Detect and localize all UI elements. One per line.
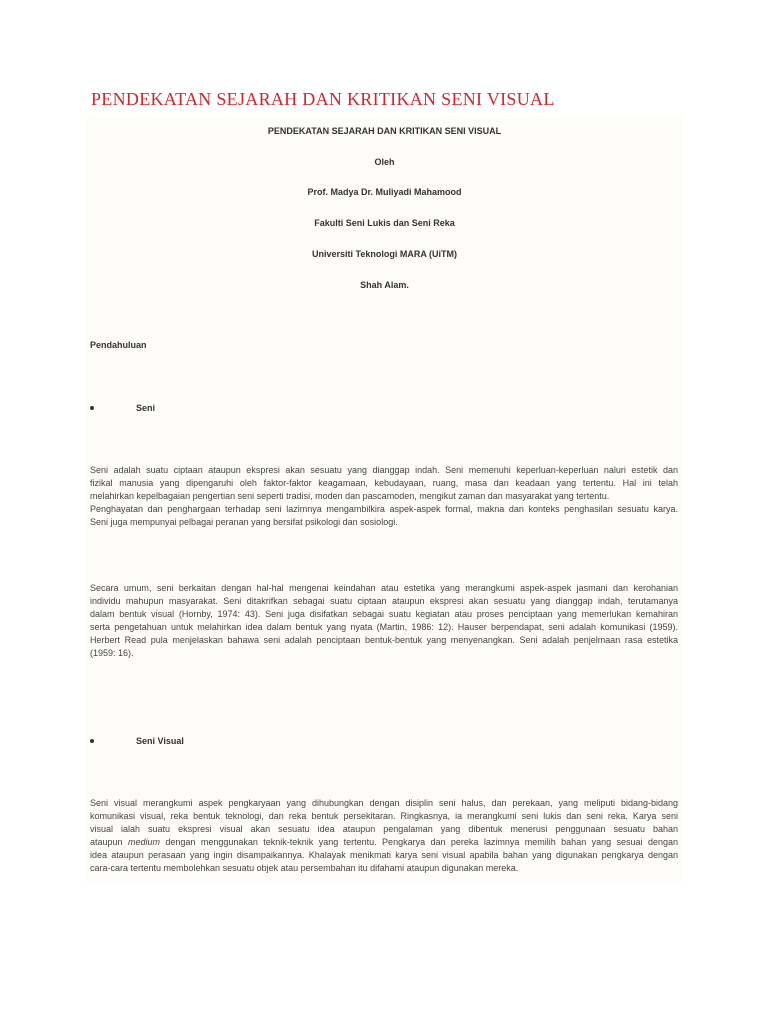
bullet-icon bbox=[90, 739, 94, 743]
paragraph-line: Herbert Read pula menjelaskan bahawa seni adalah penciptaan bentuk-bentuk yang menyenangkan. Seni adalah penjelmaan rasa estetika bbox=[90, 634, 678, 645]
author-name: Prof. Madya Dr. Muliyadi Mahamood bbox=[307, 187, 462, 197]
paragraph-line: Seni juga mempunyai pelbagai peranan yang bersifat psikologi dan sosiologi. bbox=[90, 516, 398, 527]
paragraph-line: serta pengetahuan untuk melahirkan idea dalam bentuk yang nyata (Martin, 1986: 12). Hauser berpendapat, seni adalah komunikasi (1959). bbox=[90, 621, 678, 632]
section-heading-pendahuluan: Pendahuluan bbox=[90, 340, 147, 350]
bullet-icon bbox=[90, 406, 94, 410]
text-run: ataupun bbox=[90, 836, 128, 847]
paragraph-line: (1959: 16). bbox=[90, 647, 134, 658]
paragraph-line: Seni adalah suatu ciptaan ataupun ekspresi akan sesuatu yang dianggap indah. Seni memenuhi keperluan-keperluan naluri estetik dan bbox=[90, 465, 678, 475]
faculty-name: Fakulti Seni Lukis dan Seni Reka bbox=[314, 218, 455, 228]
paragraph-seni-visual bbox=[90, 797, 678, 874]
paragraph-line: cara-cara tertentu membolehkan sesuatu objek atau persembahan itu difahami ataupun digunakan mereka. bbox=[90, 862, 519, 873]
page-title: PENDEKATAN SEJARAH DAN KRITIKAN SENI VISUAL bbox=[91, 89, 555, 109]
university-name: Universiti Teknologi MARA (UiTM) bbox=[312, 249, 457, 259]
emphasis-medium: medium bbox=[127, 836, 160, 847]
paragraph-seni-definition bbox=[90, 464, 678, 529]
paragraph-line: individu mahupun masyarakat. Seni ditakrifkan sebagai suatu ciptaan ataupun ekspresi akan sesuatu yang dianggap indah, terutamanya bbox=[90, 595, 678, 606]
paragraph-line: Secara umum, seni berkaitan dengan hal-hal mengenai keindahan atau estetika yang merangkumi aspek-aspek jasmani dan kerohanian bbox=[90, 583, 678, 593]
paragraph-line: melahirkan kepelbagaian pengertian seni seperti tradisi, moden dan pascamoden, mengikut zaman dan masyarakat yang tertentu. bbox=[90, 490, 610, 501]
city-name: Shah Alam. bbox=[360, 280, 409, 290]
paragraph-line: komunikasi visual, reka bentuk teknologi, dan reka bentuk persekitaran. Ringkasnya, ia merangkumi seni lukis dan seni reka. Karya seni bbox=[90, 810, 678, 821]
by-line: Oleh bbox=[374, 157, 395, 167]
paragraph-seni-general bbox=[90, 582, 678, 659]
section-heading-seni: Seni bbox=[136, 403, 156, 413]
section-heading-seni-visual: Seni Visual bbox=[136, 736, 184, 746]
document-body bbox=[87, 116, 682, 884]
paragraph-line: fizikal manusia yang dipengaruhi oleh faktor-faktor keagamaan, kebudayaan, ruang, masa dan keadaan yang tertentu. Hal ini telah bbox=[90, 477, 678, 488]
text-run: dengan menggunakan teknik-teknik yang tertentu. Pengkarya dan pereka lazimnya memilih bahan yang sesuai dengan bbox=[159, 836, 678, 847]
paragraph-line: visual ialah suatu ekspresi visual akan sesuatu idea ataupun pengalaman yang dibentuk menerusi penggunaan sesuatu bahan bbox=[90, 823, 678, 834]
paper-title: PENDEKATAN SEJARAH DAN KRITIKAN SENI VISUAL bbox=[267, 126, 502, 136]
paragraph-line: Penghayatan dan penghargaan terhadap seni lazimnya mengambilkira aspek-aspek formal, makna dan konteks penghasilan sesuatu karya. bbox=[90, 503, 678, 514]
paragraph-line: idea ataupun perasaan yang ingin disampaikannya. Khalayak menikmati karya seni visual apabila bahan yang digunakan pengkarya dengan bbox=[90, 849, 678, 860]
paragraph-line: dalam bentuk visual (Hornby, 1974: 43). Seni juga disifatkan sebagai suatu kegiatan atau proses penciptaan yang memerlukan kemahiran bbox=[90, 608, 678, 619]
paragraph-line: Seni visual merangkumi aspek pengkaryaan yang dihubungkan dengan disiplin seni halus, dan perekaan, yang meliputi bidang-bidang bbox=[90, 798, 678, 808]
paragraph-line bbox=[90, 836, 678, 849]
